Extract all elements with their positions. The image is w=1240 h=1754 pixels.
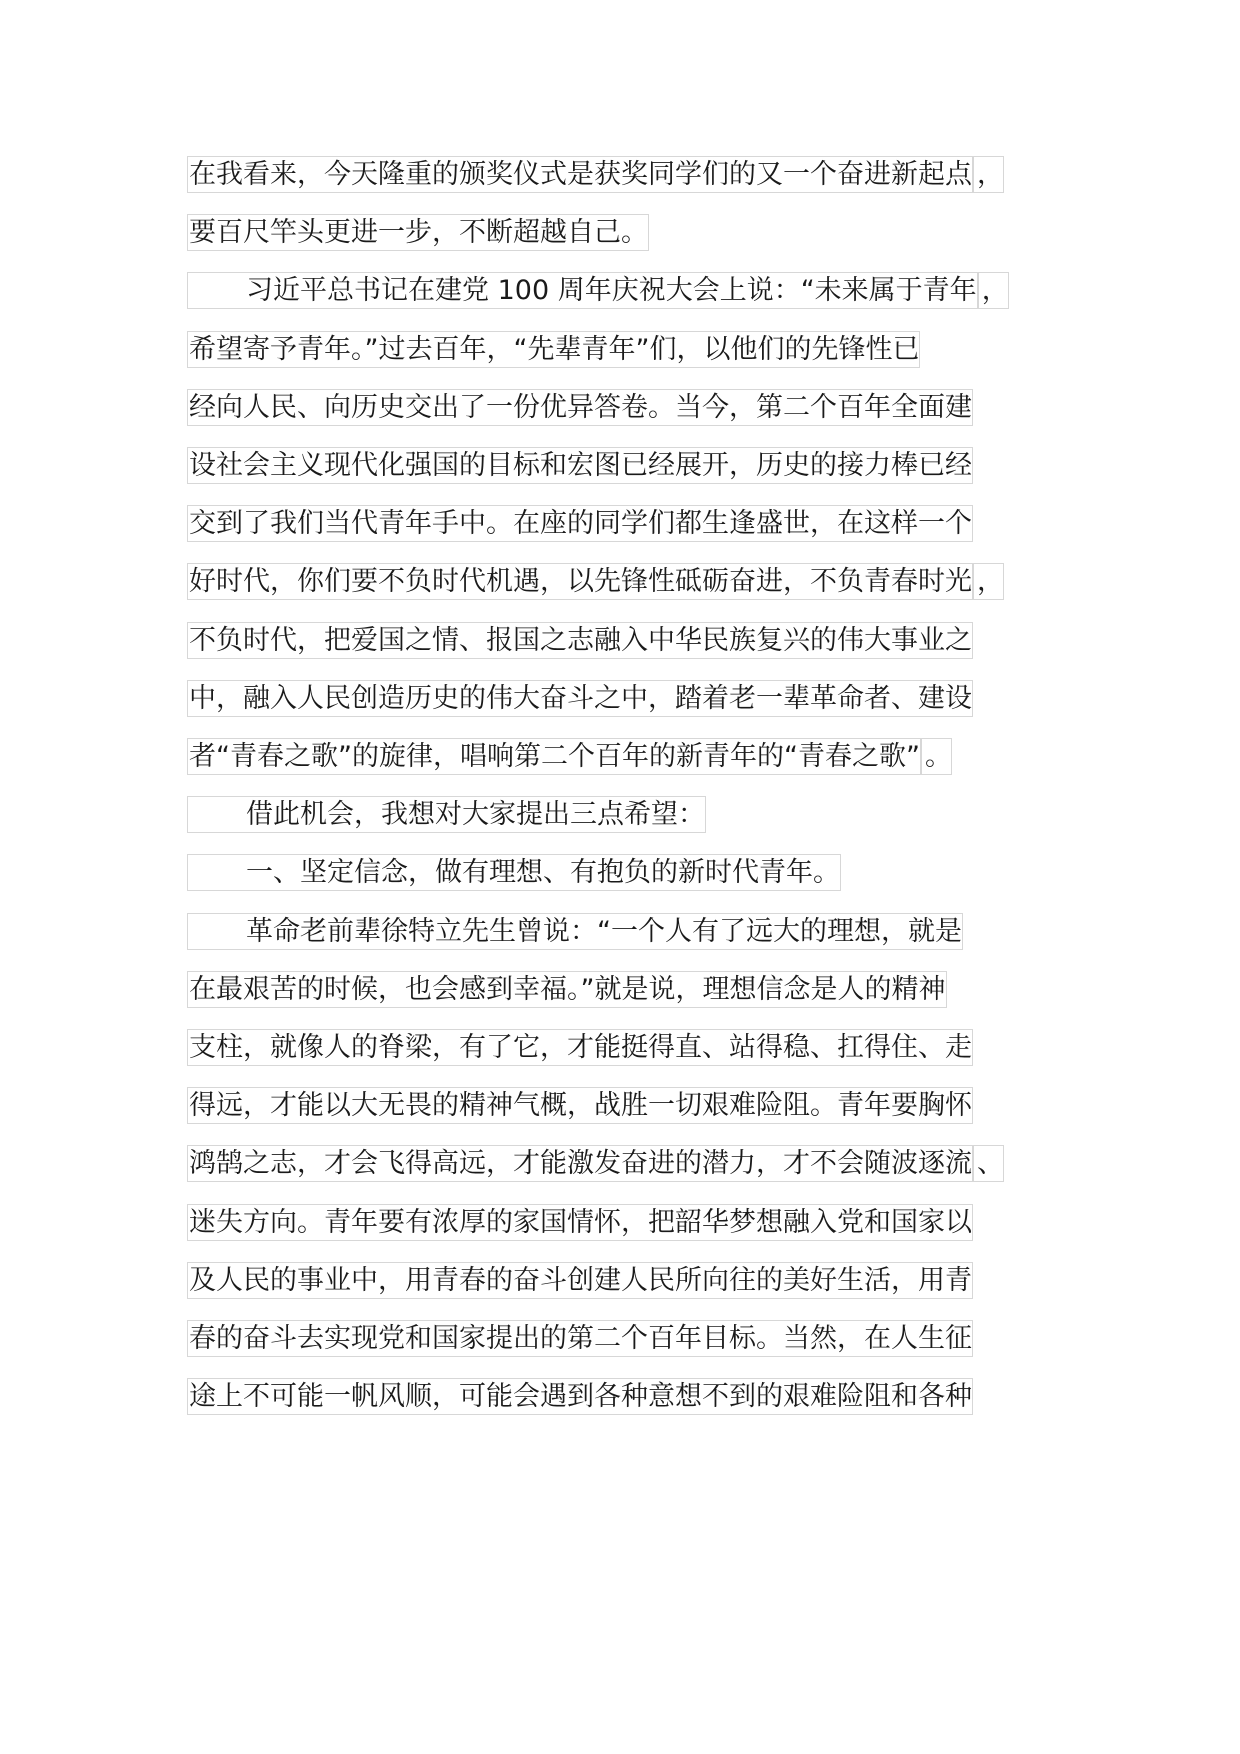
text-line-body: 迷失方向。青年要有浓厚的家国情怀，把韶华梦想融入党和国家以	[187, 1204, 973, 1241]
text-line-body: 习近平总书记在建党 100 周年庆祝大会上说：“未来属于青年	[187, 272, 978, 309]
text-line	[187, 447, 973, 484]
text-line	[187, 796, 706, 833]
text-line-body: 者“青春之歌”的旋律，唱响第二个百年的新青年的“青春之歌”	[187, 738, 921, 775]
text-line	[187, 389, 973, 426]
text-line-body: 借此机会，我想对大家提出三点希望：	[187, 796, 706, 833]
text-line-body: 革命老前辈徐特立先生曾说：“一个人有了远大的理想，就是	[187, 913, 963, 950]
text-line-body: 一、坚定信念，做有理想、有抱负的新时代青年。	[187, 854, 841, 891]
text-line-tail-punctuation: 、	[973, 1145, 1004, 1182]
text-line	[187, 331, 920, 368]
text-line	[187, 214, 649, 251]
text-line-body: 希望寄予青年。”过去百年，“先辈青年”们，以他们的先锋性已	[187, 331, 920, 368]
text-line-tail-punctuation: 。	[921, 738, 952, 775]
text-line	[187, 622, 973, 659]
text-line	[187, 971, 947, 1008]
text-line	[187, 1204, 973, 1241]
text-line	[187, 272, 1009, 309]
text-line	[187, 913, 963, 950]
text-line-body: 经向人民、向历史交出了一份优异答卷。当今，第二个百年全面建	[187, 389, 973, 426]
text-line	[187, 1320, 973, 1357]
text-line-tail-punctuation: ，	[973, 563, 1004, 600]
text-line-body: 不负时代，把爱国之情、报国之志融入中华民族复兴的伟大事业之	[187, 622, 973, 659]
text-line-body: 交到了我们当代青年手中。在座的同学们都生逢盛世，在这样一个	[187, 505, 973, 542]
text-line	[187, 1378, 973, 1415]
text-line	[187, 680, 973, 717]
text-line-body: 在最艰苦的时候，也会感到幸福。”就是说，理想信念是人的精神	[187, 971, 947, 1008]
text-line-body: 支柱，就像人的脊梁，有了它，才能挺得直、站得稳、扛得住、走	[187, 1029, 973, 1066]
text-line-body: 及人民的事业中，用青春的奋斗创建人民所向往的美好生活，用青	[187, 1262, 973, 1299]
text-line-tail-punctuation: ，	[973, 156, 1004, 193]
text-line	[187, 1029, 973, 1066]
text-line	[187, 1087, 973, 1124]
text-line-body: 设社会主义现代化强国的目标和宏图已经展开，历史的接力棒已经	[187, 447, 973, 484]
text-line-body: 中，融入人民创造历史的伟大奋斗之中，踏着老一辈革命者、建设	[187, 680, 973, 717]
text-line	[187, 563, 1004, 600]
text-line-body: 要百尺竿头更进一步，不断超越自己。	[187, 214, 649, 251]
text-line-tail-punctuation: ，	[978, 272, 1009, 309]
text-line	[187, 738, 952, 775]
text-line	[187, 1262, 973, 1299]
text-line	[187, 854, 841, 891]
text-line-body: 鸿鹄之志，才会飞得高远，才能激发奋进的潜力，才不会随波逐流	[187, 1145, 973, 1182]
text-line-body: 得远，才能以大无畏的精神气概，战胜一切艰难险阻。青年要胸怀	[187, 1087, 973, 1124]
text-line	[187, 156, 1004, 193]
text-line-body: 在我看来，今天隆重的颁奖仪式是获奖同学们的又一个奋进新起点	[187, 156, 973, 193]
text-line	[187, 1145, 1004, 1182]
text-line	[187, 505, 973, 542]
text-line-body: 途上不可能一帆风顺，可能会遇到各种意想不到的艰难险阻和各种	[187, 1378, 973, 1415]
text-line-body: 春的奋斗去实现党和国家提出的第二个百年目标。当然，在人生征	[187, 1320, 973, 1357]
text-line-body: 好时代，你们要不负时代机遇，以先锋性砥砺奋进，不负青春时光	[187, 563, 973, 600]
